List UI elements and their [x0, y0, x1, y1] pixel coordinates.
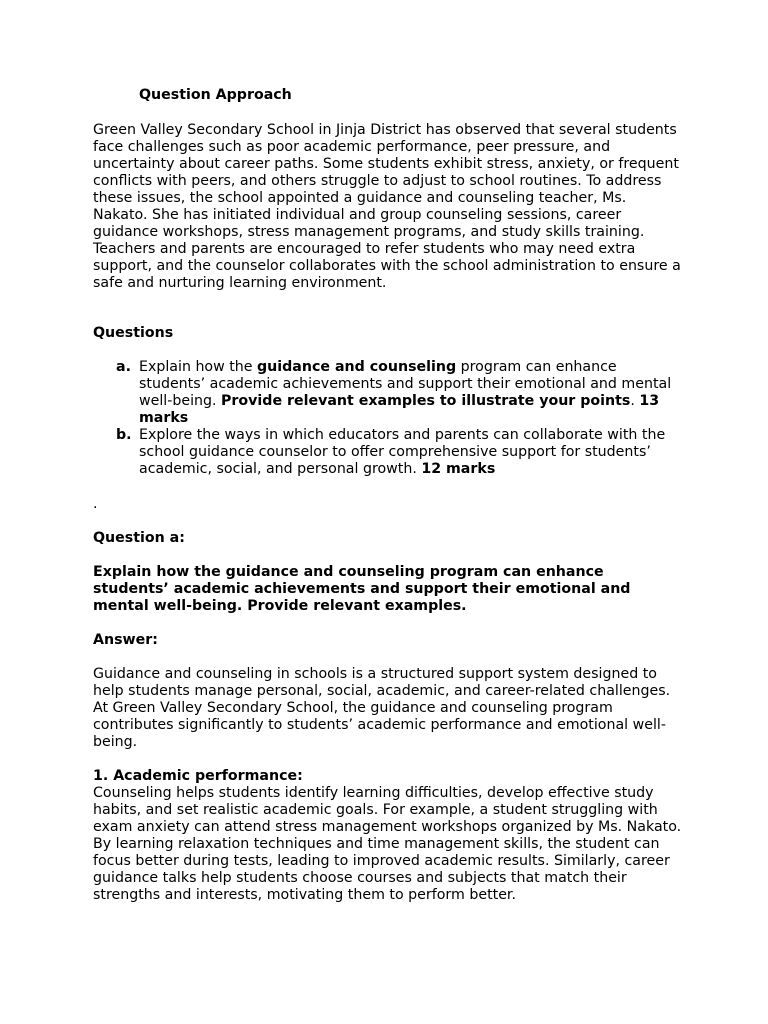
questions-list — [93, 359, 683, 478]
question-text: program can enhance students’ academic achievements and support their emotional and mental well-being. — [139, 359, 672, 409]
question-text: . — [630, 393, 640, 409]
question-emphasis: guidance and counseling — [257, 359, 457, 375]
question-text: Explore the ways in which educators and parents can collaborate with the school guidance counselor to offer comprehensive support for students’ academic, social, and personal growth. — [139, 427, 666, 477]
question-a-heading: Question a: — [93, 530, 185, 546]
answer-heading: Answer: — [93, 632, 158, 648]
separator-dot: . — [93, 496, 98, 512]
question-emphasis: Provide relevant examples to illustrate your points — [221, 393, 631, 409]
section-1-heading: 1. Academic performance: — [93, 768, 303, 784]
question-marks: 13 marks — [139, 393, 660, 426]
scenario-paragraph: Green Valley Secondary School in Jinja District has observed that several students face challenges such as poor academic performance, peer pressure, and uncertainty about career paths. Some students exhibit stress, anxiety, or frequent conflicts with peers, and others struggle to adjust to school routines. To address these issues, the school appointed a guidance and counseling teacher, Ms. Nakato. She has initiated individual and group counseling sessions, career guidance workshops, stress management programs, and study skills training. Teachers and parents are encouraged to refer students who may need extra support, and the counselor collaborates with the school administration to ensure a safe and nurturing learning environment. — [93, 122, 681, 291]
question-item-a — [93, 359, 683, 427]
question-marker: b. — [116, 427, 132, 443]
question-text: Explain how the — [139, 359, 258, 375]
question-a-prompt: Explain how the guidance and counseling program can enhance students’ academic achievements and support their emotional and mental well-being. Provide relevant examples. — [93, 564, 631, 614]
question-marker: a. — [116, 359, 131, 375]
question-marks: 12 marks — [421, 461, 496, 477]
answer-intro: Guidance and counseling in schools is a structured support system designed to help students manage personal, social, academic, and career-related challenges. At Green Valley Secondary School, the guidance and counseling program contributes significantly to students’ academic performance and emotional well-being. — [93, 666, 671, 750]
question-item-b — [93, 427, 683, 478]
questions-heading: Questions — [93, 325, 174, 341]
approach-heading: Question Approach — [139, 87, 292, 103]
section-1-body: Counseling helps students identify learning difficulties, develop effective study habits, and set realistic academic goals. For example, a student struggling with exam anxiety can attend stress management workshops organized by Ms. Nakato. By learning relaxation techniques and time management skills, the student can focus better during tests, leading to improved academic results. Similarly, career guidance talks help students choose courses and subjects that match their strengths and interests, motivating them to perform better. — [93, 785, 682, 903]
